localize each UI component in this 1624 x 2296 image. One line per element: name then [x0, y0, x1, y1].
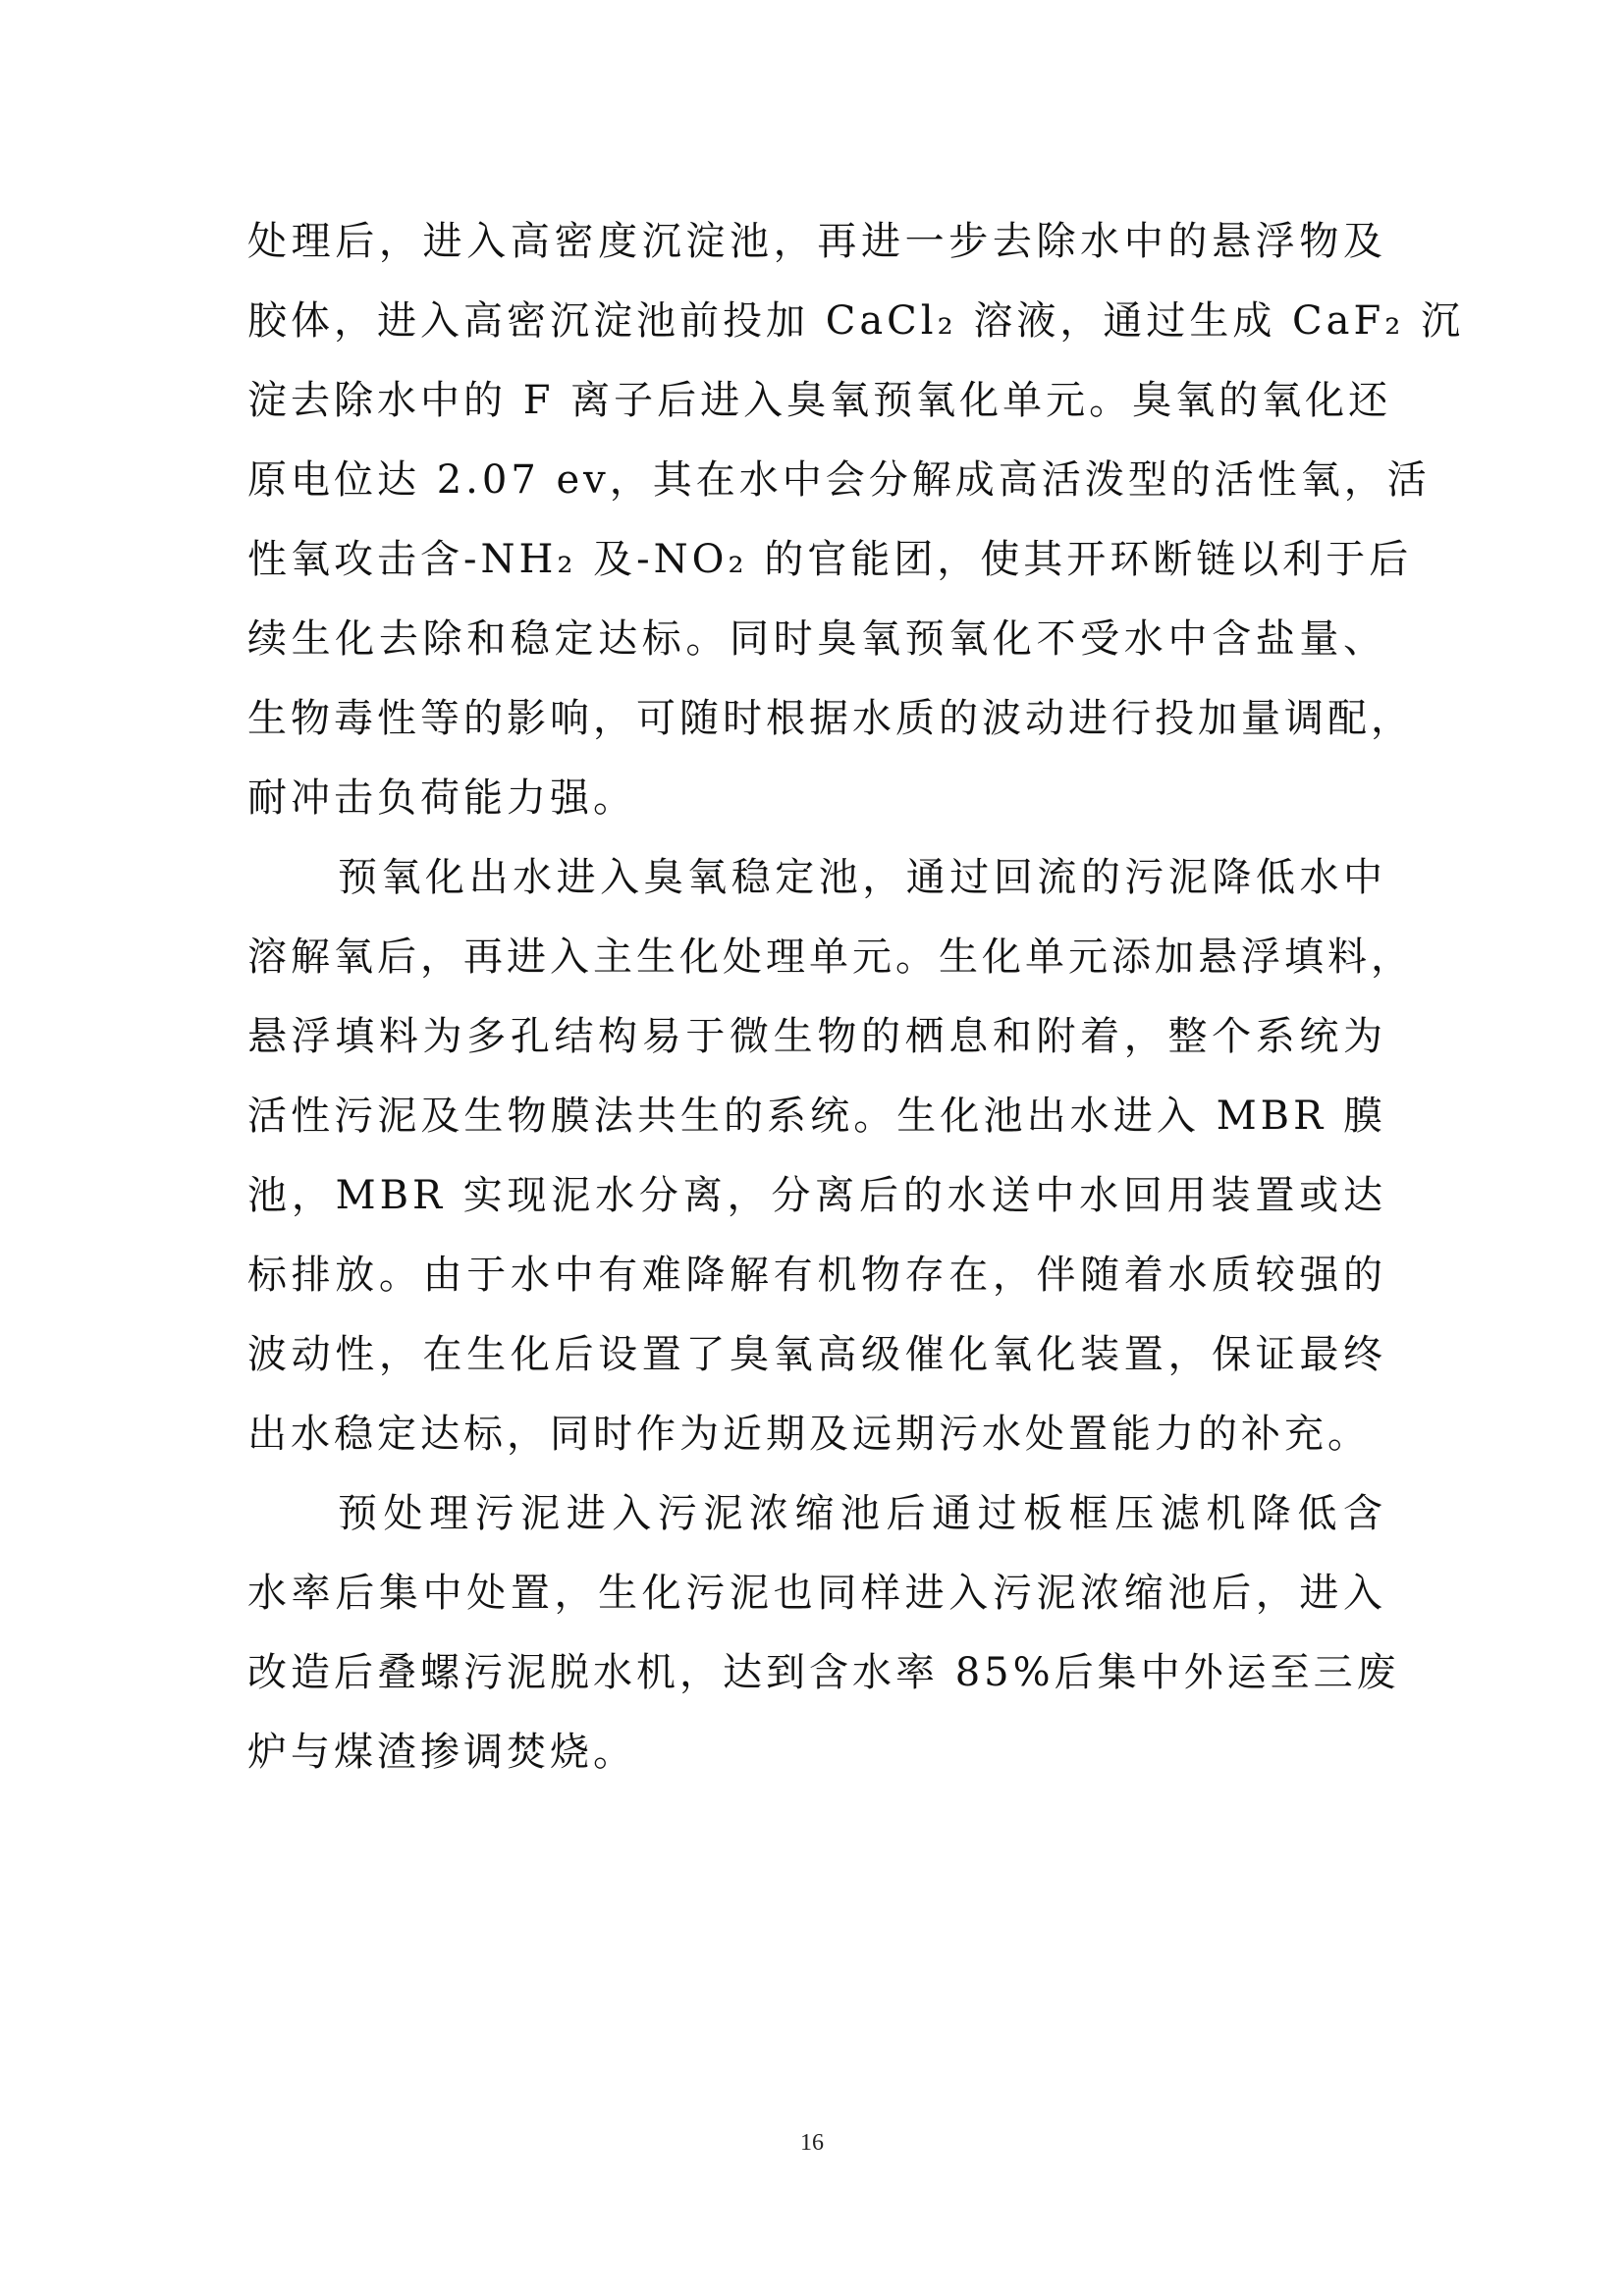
- body-text: [247, 202, 1464, 1792]
- paragraph-1-line-2: 胶体，进入高密沉淀池前投加 CaCl₂ 溶液，通过生成 CaF₂ 沉: [247, 298, 1464, 344]
- paragraph-1-line-8: 耐冲击负荷能力强。: [247, 775, 636, 821]
- paragraph-1-line-1: 处理后，进入高密度沉淀池，再进一步去除水中的悬浮物及: [247, 219, 1386, 264]
- paragraph-3-line-1: 预处理污泥进入污泥浓缩池后通过板框压滤机降低含: [338, 1491, 1386, 1536]
- paragraph-1-line-4: 原电位达 2.07 ev，其在水中会分解成高活泼型的活性氧，活: [247, 457, 1431, 503]
- paragraph-2-line-1: 预氧化出水进入臭氧稳定池，通过回流的污泥降低水中: [338, 855, 1386, 900]
- paragraph-1-line-7: 生物毒性等的影响，可随时根据水质的波动进行投加量调配，: [247, 696, 1414, 741]
- paragraph-1-line-5: 性氧攻击含-NH₂ 及-NO₂ 的官能团，使其开环断链以利于后: [247, 537, 1413, 582]
- paragraph-3-line-4: 炉与煤渣掺调焚烧。: [247, 1730, 636, 1775]
- page-number: 16: [800, 2130, 824, 2156]
- paragraph-2-line-5: 池，MBR 实现泥水分离，分离后的水送中水回用装置或达: [247, 1173, 1386, 1218]
- paragraph-3-line-3: 改造后叠螺污泥脱水机，达到含水率 85%后集中外运至三废: [247, 1650, 1400, 1695]
- paragraph-2-line-8: 出水稳定达标，同时作为近期及远期污水处置能力的补充。: [247, 1412, 1371, 1457]
- paragraph-2-line-4: 活性污泥及生物膜法共生的系统。生化池出水进入 MBR 膜: [247, 1094, 1386, 1139]
- paragraph-2-line-2: 溶解氧后，再进入主生化处理单元。生化单元添加悬浮填料，: [247, 934, 1414, 980]
- paragraph-2-line-3: 悬浮填料为多孔结构易于微生物的栖息和附着，整个系统为: [247, 1014, 1386, 1059]
- paragraph-1-line-6: 续生化去除和稳定达标。同时臭氧预氧化不受水中含盐量、: [247, 616, 1386, 662]
- paragraph-1-line-3: 淀去除水中的 F 离子后进入臭氧预氧化单元。臭氧的氧化还: [247, 378, 1392, 423]
- paragraph-2-line-6: 标排放。由于水中有难降解有机物存在，伴随着水质较强的: [247, 1253, 1386, 1298]
- paragraph-3-line-2: 水率后集中处置，生化污泥也同样进入污泥浓缩池后，进入: [247, 1571, 1386, 1616]
- paragraph-2-line-7: 波动性，在生化后设置了臭氧高级催化氧化装置，保证最终: [247, 1332, 1386, 1377]
